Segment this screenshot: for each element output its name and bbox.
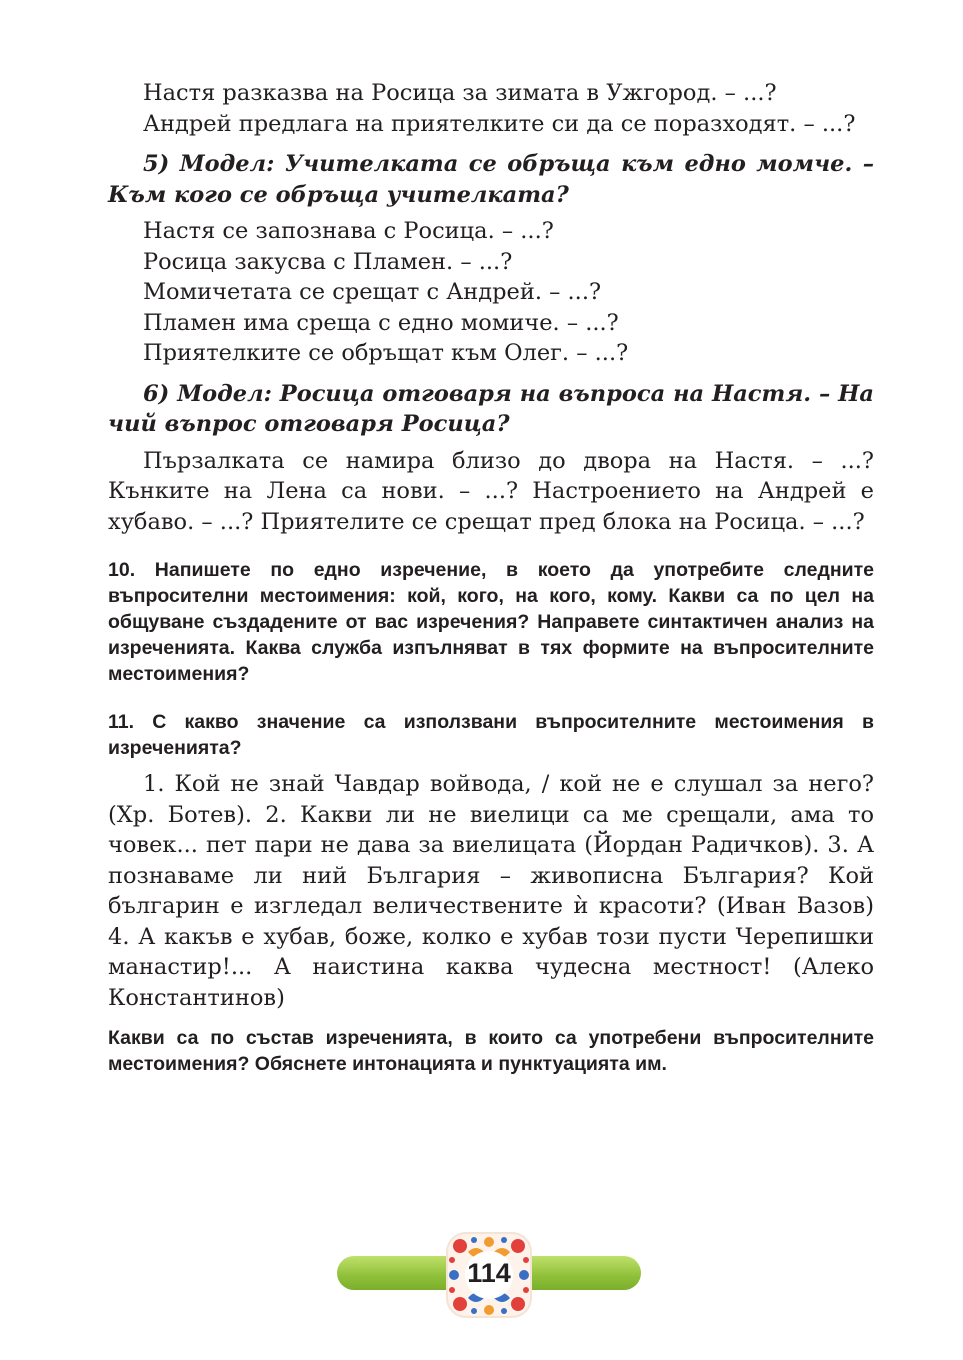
page-number-badge: [446, 1232, 532, 1318]
final-question: Какви са по състав изреченията, в които са употребени въпросителните местоимения? Обяснете интонацията и пунктуацията им.: [108, 1027, 874, 1075]
page-number: 114: [467, 1258, 511, 1288]
exercise-paragraph: Пързалката се намира близо до двора на Настя. – ...? Кънките на Лена са нови. – ...? Настроението на Андрей е хубаво. – ...? Приятелите се срещат пред блока на Росица. – ...?: [108, 447, 874, 535]
exercise-line: Пламен има среща с едно момиче. – ...?: [143, 309, 619, 336]
model-prompt-5: 5) Модел: Учителката се обръща към едно момче. – Към кого се обръща учителката?: [108, 151, 874, 208]
exercise-line: Настя се запознава с Росица. – ...?: [143, 218, 554, 244]
page-content: [108, 78, 874, 1077]
model-prompt-6: 6) Модел: Росица отговаря на въпроса на Настя. – На чий въпрос отговаря Росица?: [108, 380, 874, 437]
exercise-line: Настя разказва на Росица за зимата в Ужгород. – ...?: [143, 80, 777, 106]
task-11-question: 11. С какво значение са използвани въпросителните местоимения в изреченията?: [108, 711, 874, 759]
task-11-text: 1. Кой не знай Чавдар войвода, / кой не е слушал за него? (Хр. Ботев). 2. Какви ли не виелици са ме срещали, ама то човек... пет пари не дава за виелицата (Йордан Радичков). 3. А познаваме ли ний България – живописна България? Кой българин е изгледал величествените ѝ красоти? (Иван Вазов) 4. А какъв е хубав, боже, колко е хубав този пусти Черепишки манастир!... А наистина каква чудесна местност! (Алеко Константинов): [108, 771, 874, 1011]
exercise-line: Момичетата се срещат с Андрей. – ...?: [143, 279, 602, 305]
page-footer: [0, 1232, 963, 1322]
task-10: 10. Напишете по едно изречение, в което да употребите следните въпросителни местоимения: кой, кого, на кого, кому. Какви са по цел на общуване създадените от вас изречения? Направете синтактичен анализ на изреченията. Каква служба изпълняват в тях формите на въпросителните местоимения?: [108, 559, 874, 685]
exercise-line: Росица закусва с Пламен. – ...?: [143, 248, 513, 275]
exercise-line: Андрей предлага на приятелките си да се поразходят. – ...?: [143, 110, 856, 137]
exercise-line: Приятелките се обръщат към Олег. – ...?: [143, 340, 629, 366]
